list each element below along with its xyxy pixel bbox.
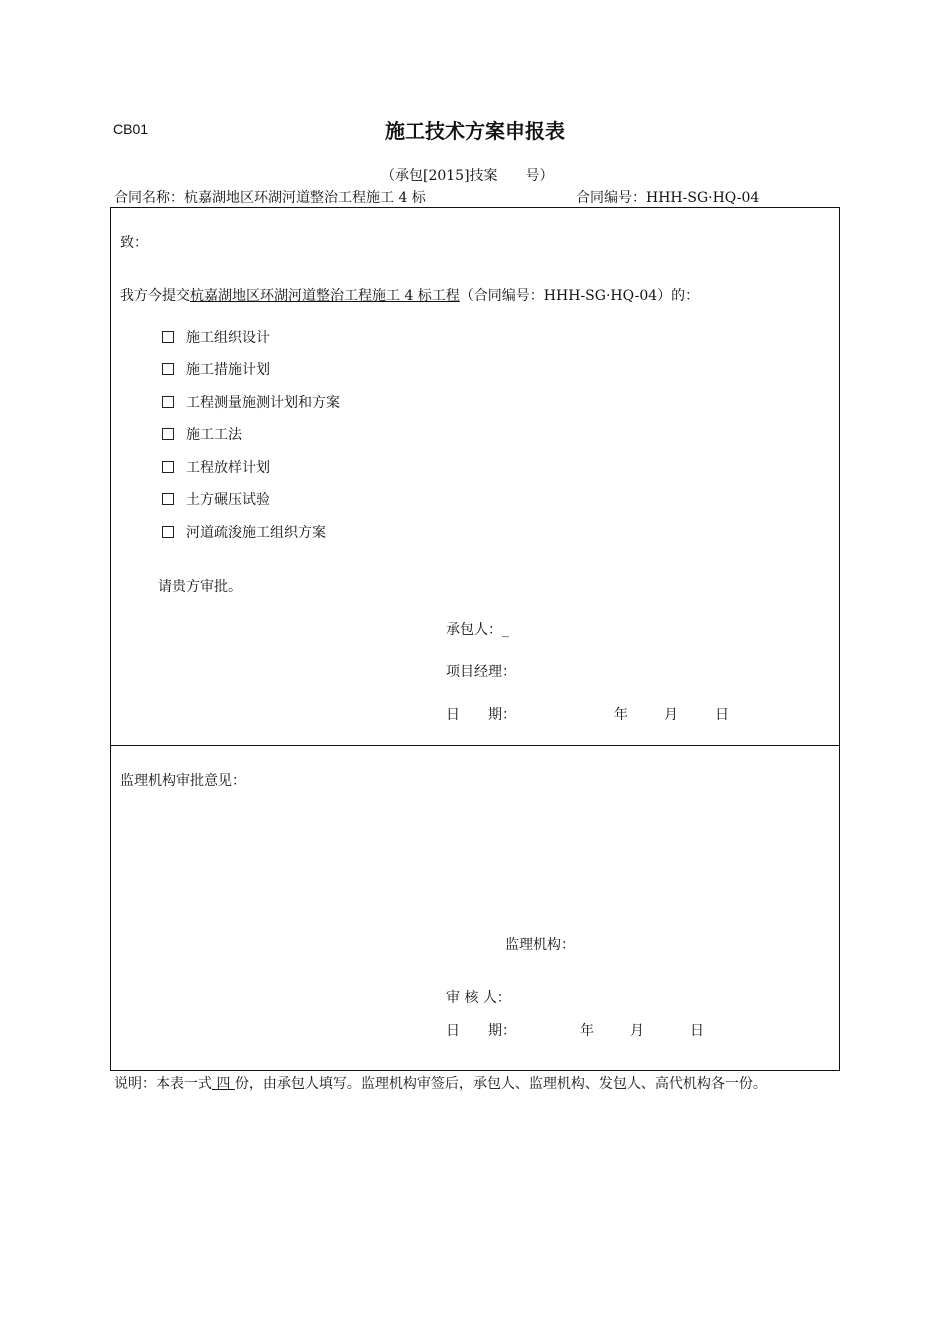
checkbox[interactable]	[162, 428, 174, 440]
checkbox[interactable]	[162, 331, 174, 343]
section-divider	[110, 745, 840, 746]
project-manager-label: 项目经理：	[446, 664, 516, 680]
submission-day: 日	[715, 707, 729, 723]
contract-name: 合同名称：杭嘉湖地区环湖河道整治工程施工 4 标	[114, 190, 426, 206]
addressee-label: 致：	[120, 235, 148, 251]
option-item[interactable]	[162, 489, 270, 509]
option-label: 施工组织设计	[186, 330, 270, 346]
option-label: 土方碾压试验	[186, 492, 270, 508]
approval-request: 请贵方审批。	[158, 579, 242, 595]
note-suffix: 份，由承包人填写。监理机构审签后，承包人、监理机构、发包人、高代机构各一份。	[234, 1076, 767, 1092]
note-prefix: 说明：本表一式	[114, 1076, 212, 1092]
intro-project-name: 杭嘉湖地区环湖河道整治工程施工 4 标工程	[190, 288, 460, 304]
option-item[interactable]	[162, 359, 270, 379]
submission-date-label: 日 期：	[446, 707, 516, 723]
intro-suffix: （合同编号：HHH-SG·HQ-04）的：	[459, 288, 700, 304]
checkbox[interactable]	[162, 396, 174, 408]
review-date-label: 日 期：	[446, 1023, 516, 1039]
option-label: 工程测量施测计划和方案	[186, 395, 340, 411]
option-label: 河道疏浚施工组织方案	[186, 525, 326, 541]
form-subtitle: （承包[2015]技案 号）	[381, 168, 554, 184]
supervision-agency-label: 监理机构：	[505, 937, 575, 953]
option-label: 施工措施计划	[186, 362, 270, 378]
submission-month: 月	[664, 707, 678, 723]
contractor-label: 承包人：_	[446, 622, 509, 638]
review-day: 日	[690, 1023, 704, 1039]
option-item[interactable]	[162, 424, 242, 444]
option-item[interactable]	[162, 522, 326, 542]
checkbox[interactable]	[162, 493, 174, 505]
footer-note	[114, 1074, 840, 1094]
option-label: 工程放样计划	[186, 460, 270, 476]
form-code: CB01	[113, 121, 149, 137]
option-item[interactable]	[162, 327, 270, 347]
form-title: 施工技术方案申报表	[385, 119, 565, 143]
contract-number: 合同编号：HHH-SG·HQ-04	[576, 190, 760, 206]
submission-intro	[120, 285, 699, 305]
submission-year: 年	[614, 707, 628, 723]
option-label: 施工工法	[186, 427, 242, 443]
review-opinion-label: 监理机构审批意见：	[120, 773, 246, 789]
option-item[interactable]	[162, 392, 340, 412]
checkbox[interactable]	[162, 363, 174, 375]
note-copies: 四	[212, 1076, 235, 1092]
intro-prefix: 我方今提交	[120, 288, 190, 304]
checkbox[interactable]	[162, 526, 174, 538]
reviewer-label: 审 核 人：	[446, 990, 511, 1006]
checkbox[interactable]	[162, 461, 174, 473]
review-month: 月	[630, 1023, 644, 1039]
option-item[interactable]	[162, 457, 270, 477]
review-year: 年	[580, 1023, 594, 1039]
